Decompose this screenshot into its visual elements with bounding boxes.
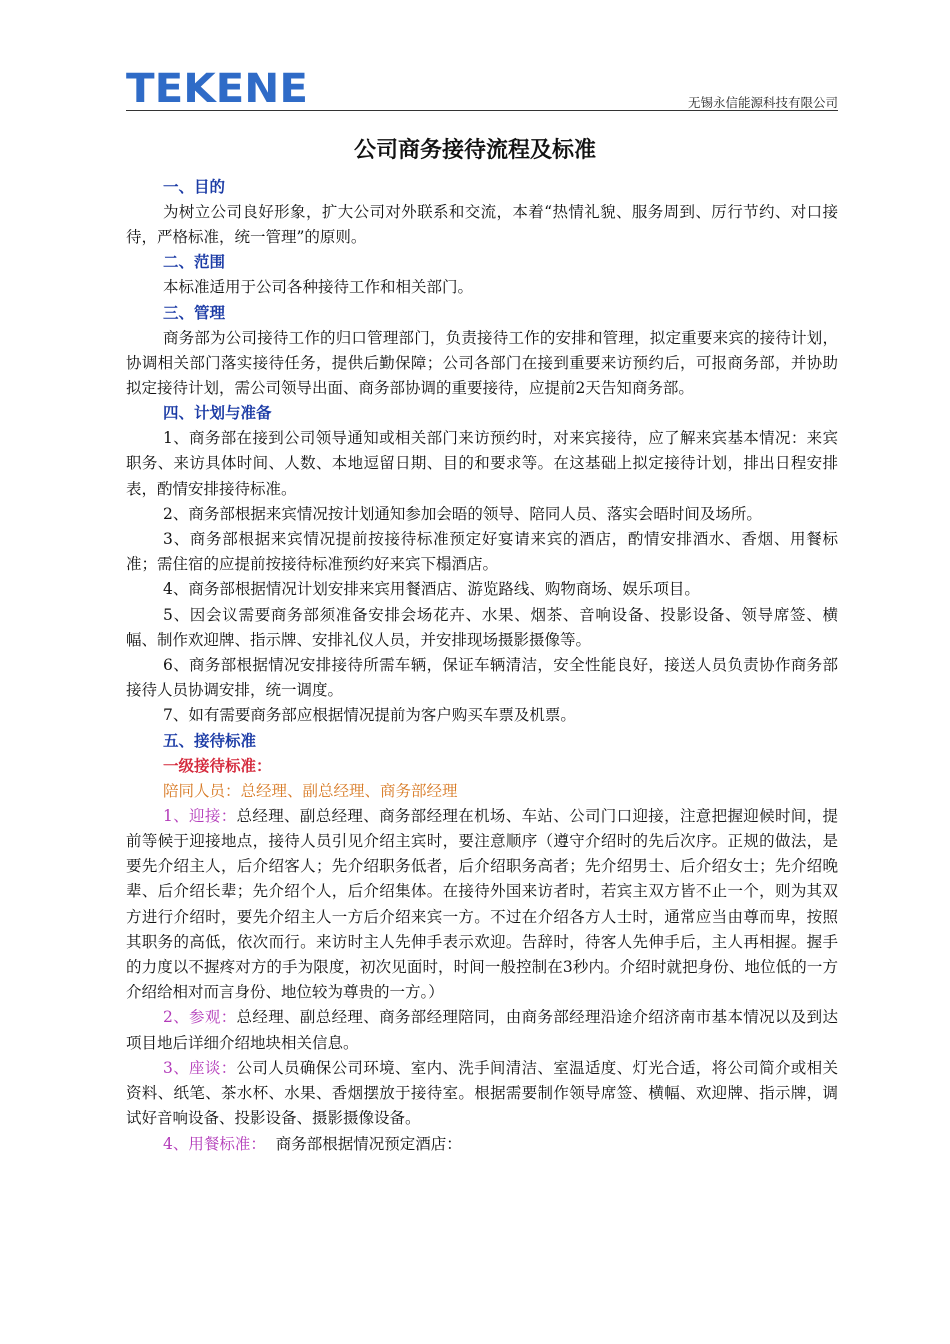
planning-item: 2、商务部根据来宾情况按计划通知参加会晤的领导、陪同人员、落实会晤时间及场所。 <box>163 504 762 523</box>
company-name: 无锡永信能源科技有限公司 <box>687 95 838 110</box>
purpose-text: 为树立公司良好形象，扩大公司对外联系和交流，本着“热情礼貌、服务周到、厉行节约、对口接待，严格标准，统一管理”的原则。 <box>126 203 838 247</box>
step-text: 商务部根据情况预定酒店： <box>275 1134 462 1153</box>
planning-item: 7、如有需要商务部应根据情况提前为客户购买车票及机票。 <box>163 706 576 725</box>
standard-step <box>126 1056 838 1132</box>
section-heading-planning: 四、计划与准备 <box>163 404 272 423</box>
page-header <box>126 62 838 114</box>
planning-item: 4、商务部根据情况计划安排来宾用餐酒店、游览路线、购物商场、娱乐项目。 <box>163 580 700 599</box>
standard-step <box>126 1005 838 1055</box>
planning-item: 6、商务部根据情况安排接待所需车辆，保证车辆清洁，安全性能良好，接送人员负责协作商务部接待人员协调安排，统一调度。 <box>126 656 838 700</box>
step-label: 2、参观： <box>163 1008 237 1027</box>
standard-step <box>126 804 838 1006</box>
management-text: 商务部为公司接待工作的归口管理部门，负责接待工作的安排和管理，拟定重要来宾的接待计划，协调相关部门落实接待任务，提供后勤保障；公司各部门在接到重要来访预约后，可报商务部，并协助拟定接待计划，需公司领导出面、商务部协调的重要接待，应提前2天告知商务部。 <box>126 328 838 398</box>
level1-heading: 一级接待标准： <box>163 756 272 775</box>
planning-item: 5、因会议需要商务部须准备安排会场花卉、水果、烟茶、音响设备、投影设备、领导席签、横幅、制作欢迎牌、指示牌、安排礼仪人员，并安排现场摄影摄像等。 <box>126 605 838 649</box>
step-label: 3、座谈： <box>163 1058 237 1077</box>
step-label: 4、用餐标准： <box>163 1134 266 1153</box>
section-heading-standards: 五、接待标准 <box>163 731 257 750</box>
header-divider <box>126 110 838 111</box>
standard-step <box>126 1132 838 1157</box>
planning-item: 3、商务部根据来宾情况提前按接待标准预定好宴请来宾的酒店，酌情安排酒水、香烟、用餐标准；需住宿的应提前按接待标准预约好来宾下榻酒店。 <box>126 530 838 574</box>
document-body <box>126 175 838 1157</box>
document-title: 公司商务接待流程及标准 <box>353 138 596 163</box>
section-heading-purpose: 一、目的 <box>163 178 226 196</box>
tekene-logo <box>126 68 308 108</box>
step-text: 总经理、副总经理、商务部经理陪同，由商务部经理沿途介绍济南市基本情况以及到达项目地后详细介绍地块相关信息。 <box>126 1008 838 1052</box>
planning-item: 1、商务部在接到公司领导通知或相关部门来访预约时，对来宾接待，应了解来宾基本情况：来宾职务、来访具体时间、人数、本地逗留日期、目的和要求等。在这基础上拟定接待计划，排出日程安排表，酌情安排接待标准。 <box>126 429 838 498</box>
section-heading-scope: 二、范围 <box>163 253 226 272</box>
scope-text: 本标准适用于公司各种接待工作和相关部门。 <box>163 278 474 297</box>
step-text: 总经理、副总经理、商务部经理在机场、车站、公司门口迎接，注意把握迎候时间，提前等候于迎接地点，接待人员引见介绍主宾时，要注意顺序（遵守介绍时的先后次序。正规的做法，是要先介绍主人，后介绍客人；先介绍职务低者，后介绍职务高者；先介绍男士、后介绍女士；先介绍晚辈、后介绍长辈；先介绍个人，后介绍集体。在接待外国来访者时，若宾主双方皆不止一个，则为其双方进行介绍时，要先介绍主人一方后介绍来宾一方。不过在介绍各方人士时，通常应当由尊而卑，按照其职务的高低，依次而行。来访时主人先伸手表示欢迎。告辞时，待客人先伸手后，主人再相握。握手的力度以不握疼对方的手为限度，初次见面时，时间一般控制在3秒内。介绍时就把身份、地位低的一方介绍给相对而言身份、地位较为尊贵的一方。） <box>126 806 838 1002</box>
logo-text: TEKENE <box>126 68 308 108</box>
companions-line: 陪同人员：总经理、副总经理、商务部经理 <box>163 781 458 800</box>
step-label: 1、迎接： <box>163 806 237 825</box>
section-heading-management: 三、管理 <box>163 303 226 322</box>
step-text: 公司人员确保公司环境、室内、洗手间清洁、室温适度、灯光合适，将公司简介或相关资料、纸笔、茶水杯、水果、香烟摆放于接待室。根据需要制作领导席签、横幅、欢迎牌、指示牌，调试好音响设备、投影设备、摄影摄像设备。 <box>126 1058 838 1128</box>
